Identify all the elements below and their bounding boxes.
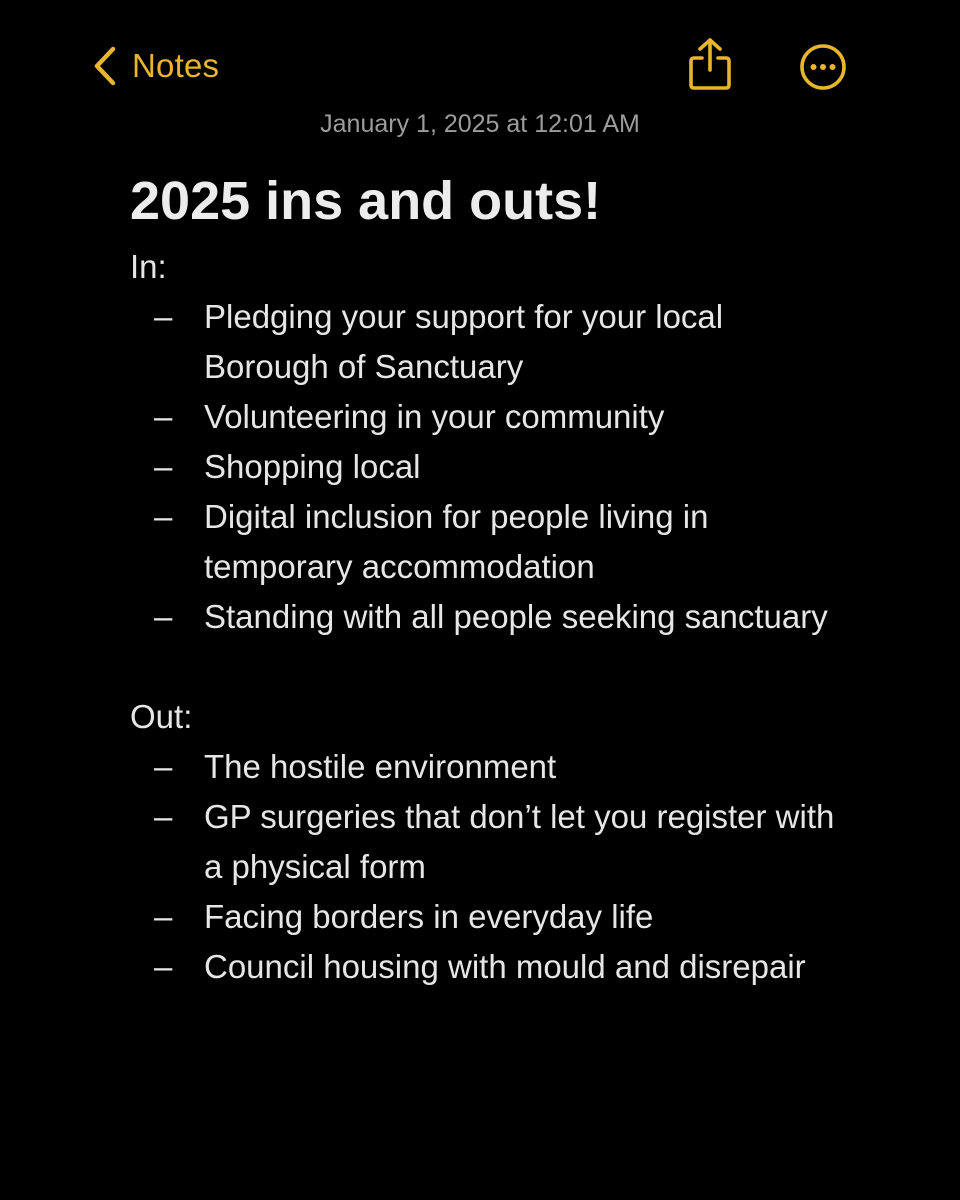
list-item	[130, 792, 850, 892]
bullet-dash: –	[154, 798, 173, 835]
more-options-button[interactable]	[798, 42, 848, 92]
list-item	[130, 292, 850, 392]
bullet-dash: –	[154, 748, 173, 785]
list-item	[130, 392, 850, 442]
note-body[interactable]	[130, 160, 850, 992]
note-title: 2025 ins and outs!	[130, 171, 602, 231]
blank-line	[130, 642, 850, 692]
out-list	[130, 742, 850, 992]
bullet-dash: –	[154, 298, 173, 335]
share-button[interactable]	[686, 36, 734, 94]
bullet-dash: –	[154, 398, 173, 435]
list-item-text: Volunteering in your community	[204, 398, 665, 435]
chevron-left-icon	[92, 45, 118, 87]
list-item	[130, 592, 850, 642]
note-timestamp: January 1, 2025 at 12:01 AM	[320, 110, 640, 138]
in-list	[130, 292, 850, 642]
list-item	[130, 492, 850, 592]
bullet-dash: –	[154, 598, 173, 635]
back-button[interactable]	[92, 40, 219, 92]
list-item	[130, 942, 850, 992]
bullet-dash: –	[154, 948, 173, 985]
list-item-text: Pledging your support for your local Borough of Sanctuary	[204, 298, 724, 385]
list-item	[130, 442, 850, 492]
section-label-in: In:	[130, 248, 167, 285]
list-item-text: Digital inclusion for people living in temporary accommodation	[204, 498, 709, 585]
share-icon	[686, 36, 734, 94]
back-button-label: Notes	[132, 47, 220, 84]
ellipsis-circle-icon	[798, 42, 848, 92]
list-item-text: Council housing with mould and disrepair	[204, 948, 806, 985]
list-item	[130, 742, 850, 792]
list-item-text: The hostile environment	[204, 748, 557, 785]
list-item	[130, 892, 850, 942]
list-item-text: Facing borders in everyday life	[204, 898, 654, 935]
bullet-dash: –	[154, 498, 173, 535]
bullet-dash: –	[154, 898, 173, 935]
list-item-text: GP surgeries that don’t let you register with a physical form	[204, 798, 835, 885]
list-item-text: Shopping local	[204, 448, 421, 485]
section-label-out: Out:	[130, 698, 193, 735]
list-item-text: Standing with all people seeking sanctuary	[204, 598, 828, 635]
bullet-dash: –	[154, 448, 173, 485]
